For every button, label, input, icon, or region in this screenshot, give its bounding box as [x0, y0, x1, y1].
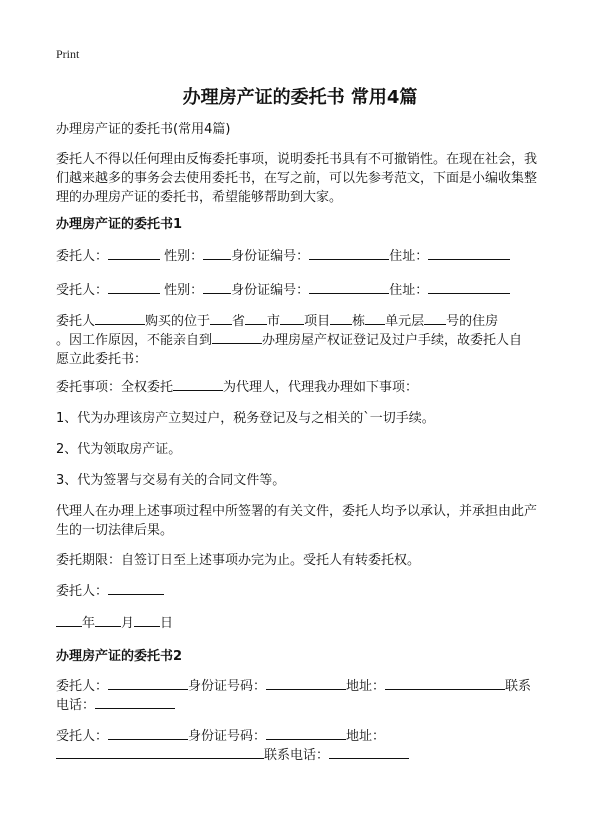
blank-field [309, 247, 389, 260]
matter-item-2: 2、代为领取房产证。 [56, 442, 182, 457]
signature-line: 委托人： [56, 582, 548, 601]
blank-field [424, 312, 446, 325]
property-line-2: 。因工作原因，不能亲自到 办理房屋产权证登记及过户手续，故委托人自 [56, 333, 523, 348]
print-label: Print [56, 47, 80, 61]
blank-field [266, 677, 346, 690]
blank-field [95, 312, 145, 325]
consigner-label: 委托人： [56, 249, 109, 264]
period-paragraph: 委托期限：自签订日至上述事项办完为止。受托人有转委托权。 [56, 553, 421, 568]
blank-field [210, 312, 232, 325]
gender-label: 性别： [164, 283, 204, 298]
document-subtitle: 办理房产证的委托书(常用4篇) [56, 122, 231, 137]
blank-field [365, 312, 385, 325]
blank-field [280, 312, 304, 325]
section2-consignee-line-2: 联系电话： [56, 746, 548, 765]
id-label: 身份证编号： [231, 283, 310, 298]
consignee-label: 受托人： [56, 283, 109, 298]
blank-field [203, 247, 231, 260]
blank-field [95, 614, 121, 627]
blank-field [173, 378, 223, 391]
blank-field [108, 281, 160, 294]
document-title: 办理房产证的委托书 常用4篇 [182, 87, 418, 108]
section2-heading: 办理房产证的委托书2 [56, 649, 183, 664]
blank-field [108, 582, 164, 595]
matter-item-3: 3、代为签署与交易有关的合同文件等。 [56, 473, 286, 488]
section1-consignee-line [56, 281, 548, 300]
blank-field [95, 696, 175, 709]
blank-field [108, 727, 188, 740]
blank-field [134, 614, 160, 627]
section2-consignee-block [56, 727, 548, 765]
blank-field [56, 746, 264, 759]
blank-field [309, 281, 389, 294]
blank-field [428, 247, 510, 260]
intro-paragraph: 委托人不得以任何理由反悔委托事项，说明委托书具有不可撤销性。在现在社会，我们越来越多的事务会去使用委托书，在写之前，可以先参考范文，下面是小编收集整理的办理房产证的委托书，希望能够帮助到大家。 [56, 152, 538, 205]
blank-field [108, 677, 188, 690]
blank-field [266, 727, 346, 740]
section2-consigner-line-1: 委托人： 身份证号码： 地址： 联系 [56, 679, 532, 694]
responsibility-paragraph: 代理人在办理上述事项过程中所签署的有关文件，委托人均予以承认，并承担由此产生的一切法律后果。 [56, 504, 538, 538]
property-line-3: 愿立此委托书： [56, 352, 148, 367]
blank-field [330, 312, 352, 325]
address-label: 住址： [389, 283, 429, 298]
blank-field [385, 677, 505, 690]
blank-field [428, 281, 510, 294]
date-line: 年 月 日 [56, 614, 548, 633]
blank-field [203, 281, 231, 294]
gender-label: 性别： [164, 249, 204, 264]
blank-field [245, 312, 267, 325]
matter-item-1: 1、代为办理该房产立契过户，税务登记及与之相关的`一切手续。 [56, 411, 435, 426]
property-line-1: 委托人 购买的位于 省 市 项目 栋 单元层 号的住房 [56, 314, 499, 329]
section2-consignee-line-1: 受托人： 身份证号码： 地址： [56, 729, 386, 744]
blank-field [56, 614, 82, 627]
section1-consigner-line [56, 247, 548, 266]
blank-field [329, 746, 409, 759]
blank-field [108, 247, 160, 260]
section2-consigner-block [56, 677, 548, 715]
section1-heading: 办理房产证的委托书1 [56, 217, 183, 232]
property-paragraph [56, 312, 548, 369]
address-label: 住址： [389, 249, 429, 264]
matters-line: 委托事项：全权委托 为代理人，代理我办理如下事项： [56, 380, 419, 395]
blank-field [212, 331, 262, 344]
section2-consigner-line-2: 电话： [56, 696, 548, 715]
id-label: 身份证编号： [231, 249, 310, 264]
